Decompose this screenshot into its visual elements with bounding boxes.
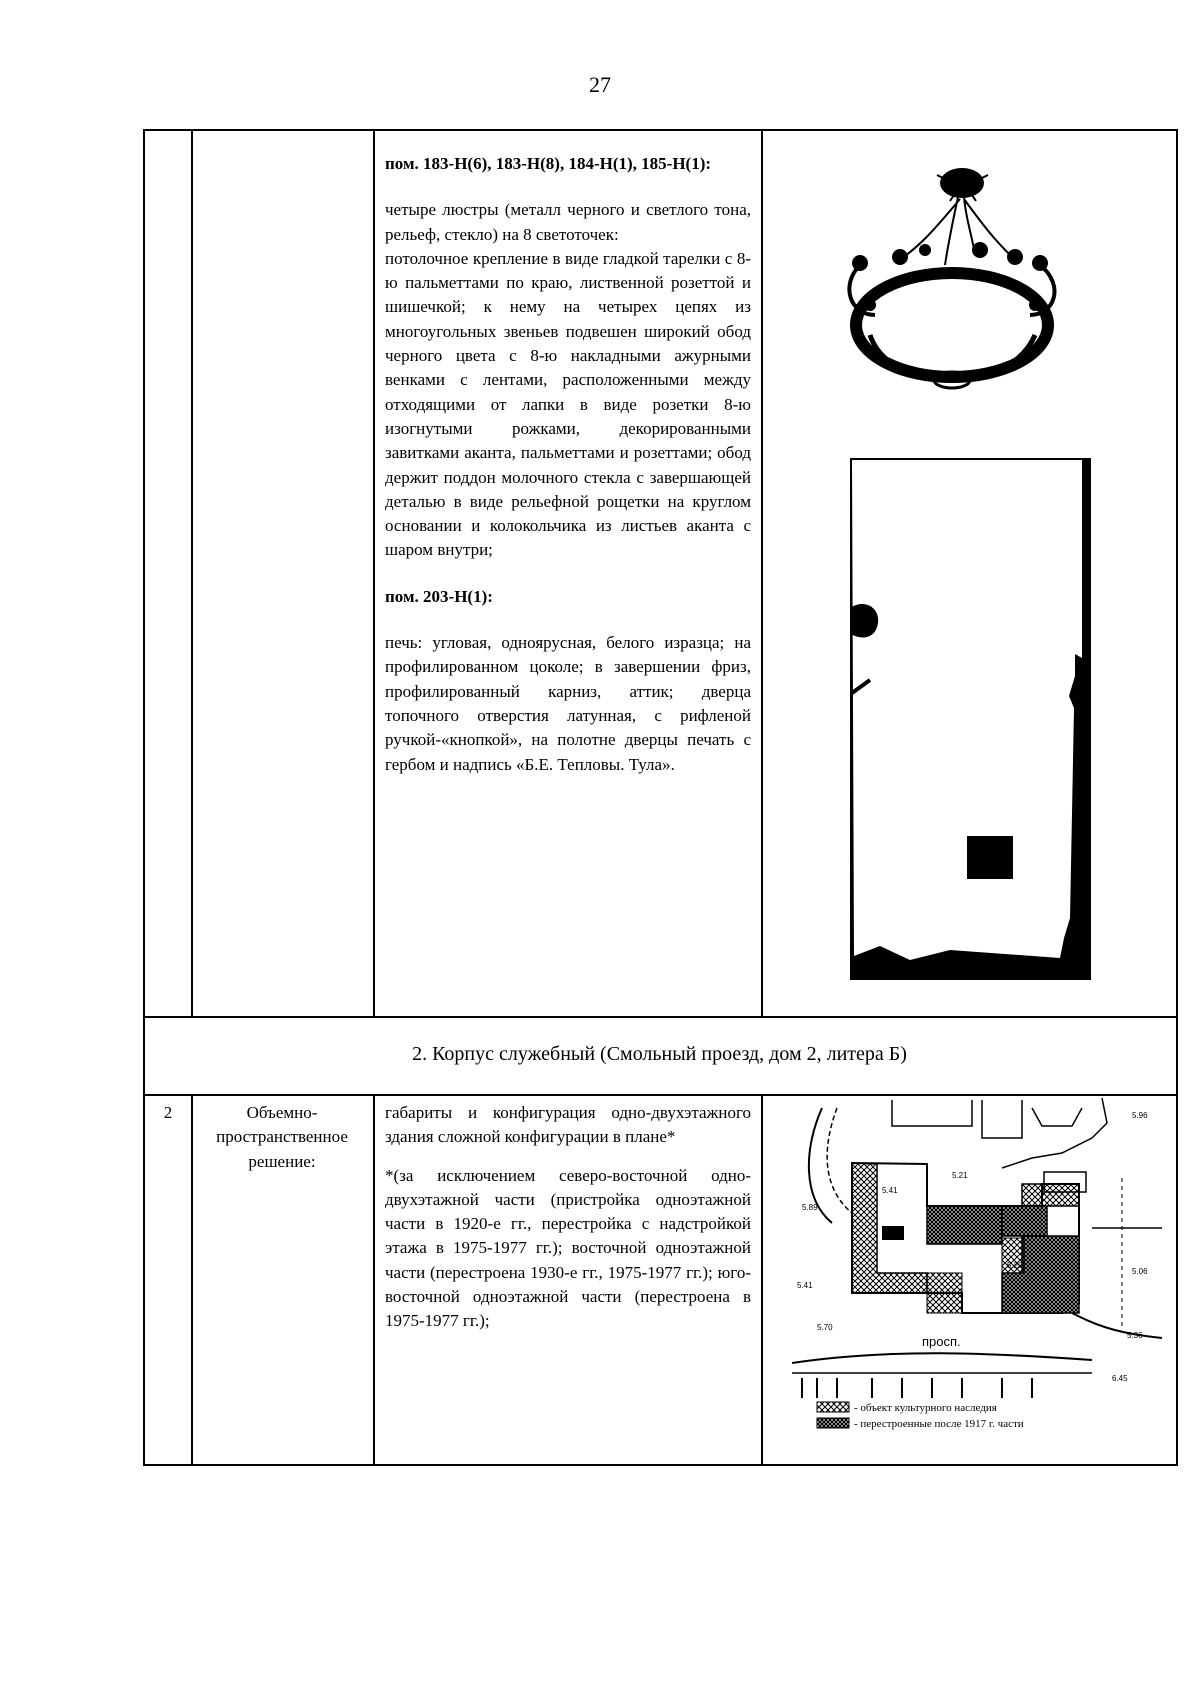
svg-text:5.21: 5.21	[952, 1171, 968, 1180]
svg-text:5.36: 5.36	[1127, 1331, 1143, 1340]
building-exceptions: *(за исключением северо-восточной одно-двухэтажной части (пристройка одноэтажной части в 1920-е гг., перестройка с надстройкой этажа в 1975-1977 гг.); восточной одноэтажной части (перестроена 1930-е гг., 1975-1977 гг.); юго-восточной одноэтажной части (перестроена в 1975-1977 гг.);	[385, 1165, 751, 1331]
column-divider-1b	[191, 1094, 193, 1465]
table-border-bottom	[143, 1464, 1178, 1466]
svg-text:5.70: 5.70	[817, 1323, 833, 1332]
room-heading-1: пом. 183-Н(6), 183-Н(8), 184-Н(1), 185-Н(1):	[385, 154, 712, 173]
stove-description: печь: угловая, одноярусная, белого изразца; на профилированном цоколе; в завершении фриз, профилированный карниз, аттик; дверца топочного отверстия латунная, с рифленой ручкой-«кнопкой», на полотне дверцы печать с гербом и надпись «Б.Е. Тепловы. Тула».	[385, 633, 751, 774]
row2-label: Объемно-пространственное решение:	[216, 1103, 348, 1171]
site-plan-map	[792, 1098, 1172, 1438]
column-divider-3b	[761, 1094, 763, 1465]
svg-text:6.45: 6.45	[1112, 1374, 1128, 1383]
column-divider-2	[373, 129, 375, 1017]
street-label: просп.	[922, 1334, 961, 1349]
stove-photo	[850, 458, 1091, 980]
row2-number: 2	[163, 1103, 173, 1122]
column-divider-2b	[373, 1094, 375, 1465]
table-border-left	[143, 129, 145, 1466]
table-border-section-top	[143, 1016, 1178, 1018]
row2-description	[385, 1101, 751, 1334]
column-divider-3	[761, 129, 763, 1017]
building-dimensions: габариты и конфигурация одно-двухэтажного здания сложной конфигурации в плане*	[385, 1103, 751, 1147]
table-border-right	[1176, 129, 1178, 1466]
column-divider-1	[191, 129, 193, 1017]
chandelier-summary: четыре люстры (металл черного и светлого тона, рельеф, стекло) на 8 светоточек:	[385, 200, 751, 244]
chandelier-description: потолочное крепление в виде гладкой тарелки с 8-ю пальметтами по краю, лиственной розеттой и шишечкой; к нему на четырех цепях из многоугольных звеньев подвешен широкий обод черного цвета с 8-ю накладными ажурными венками с лентами, расположенными между отходящими от лапки в виде розетки 8-ю изогнутыми рожками, декорированными завитками аканта, пальметтами и розеттами; обод держит поддон молочного стекла с завершающей деталью в виде рельефной рощетки на круглом основании и колокольчика из листьев аканта с шаром внутри;	[385, 248, 751, 560]
table-border-top	[143, 129, 1178, 131]
table-border-section-bottom	[143, 1094, 1178, 1096]
room-heading-2: пом. 203-Н(1):	[385, 586, 493, 606]
page-number: 27	[589, 72, 611, 97]
legend-rebuilt: - перестроенные после 1917 г. части	[854, 1418, 1024, 1430]
section-title: 2. Корпус служебный (Смольный проезд, дом 2, литера Б)	[412, 1043, 907, 1065]
legend-heritage: - объект культурного наследия	[854, 1402, 997, 1414]
svg-text:5.06: 5.06	[1132, 1267, 1148, 1276]
chandelier-photo	[830, 165, 1080, 430]
svg-text:5.20: 5.20	[1007, 1261, 1023, 1270]
svg-text:5.41: 5.41	[797, 1281, 813, 1290]
row1-description	[385, 152, 751, 777]
svg-text:5.41: 5.41	[882, 1186, 898, 1195]
svg-text:5.89: 5.89	[802, 1203, 818, 1212]
svg-text:5.96: 5.96	[1132, 1111, 1148, 1120]
